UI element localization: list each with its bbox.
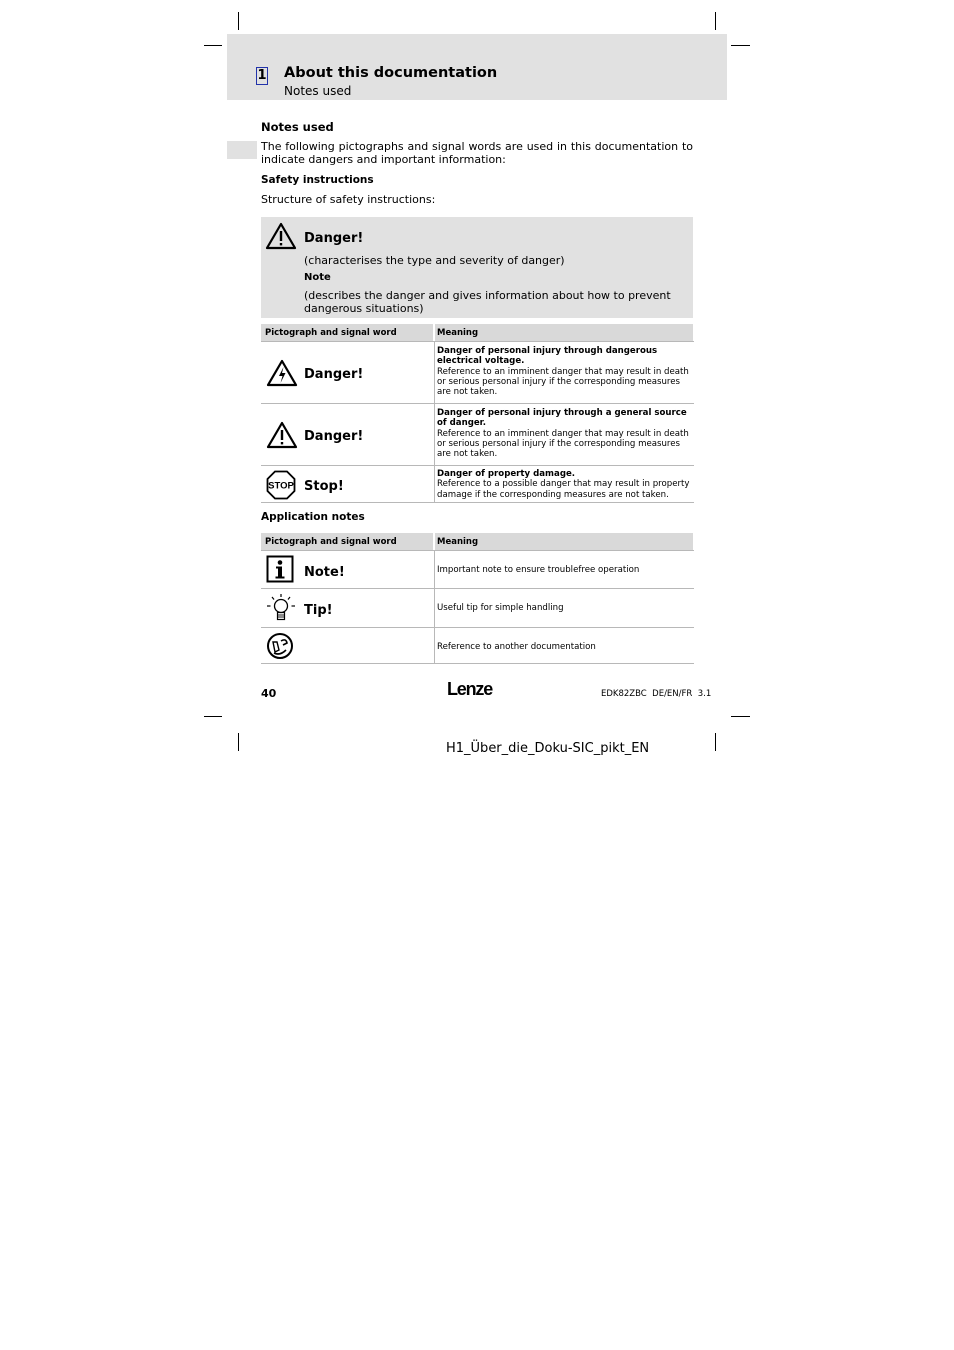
signal-word: Stop! [304,479,344,494]
chapter-subtitle: Notes used [284,84,352,98]
table-divider [261,588,694,589]
meaning-text: Reference to an imminent danger that may result in death or serious personal injury if the corresponding measures are not taken. [437,366,689,398]
lightbulb-icon [266,593,296,623]
table-divider [261,663,694,664]
meaning-text: Reference to a possible danger that may result in property damage if the corresponding measures are not taken. [437,479,690,500]
document-code: EDK82ZBC DE/EN/FR 3.1 [601,689,712,699]
meaning-title: Danger of property damage. [437,469,576,479]
meaning-cell [437,408,693,459]
file-label: H1_Über_die_Doku-SIC_pikt_EN [446,741,650,756]
table-header-meaning: Meaning [437,328,479,338]
table-header-meaning: Meaning [437,537,479,547]
crop-mark [731,716,750,717]
electrical-danger-icon [266,359,298,387]
signal-word: Danger! [304,367,364,382]
table-divider [261,550,694,551]
safety-title: Safety instructions [261,174,374,186]
side-tab-marker [227,141,257,159]
table-divider [434,341,435,503]
crop-mark [238,733,239,751]
table-divider [261,403,694,404]
reference-book-icon [266,632,294,660]
safety-structure-label: Structure of safety instructions: [261,193,436,206]
warning-triangle-icon [265,222,297,250]
lenze-logo: Lenze [447,679,493,699]
table-header-pictograph: Pictograph and signal word [265,328,397,338]
meaning-cell: Important note to ensure troublefree operation [437,565,640,575]
svg-text:STOP: STOP [268,480,294,492]
crop-mark [204,716,222,717]
crop-mark [715,12,716,30]
table-divider [261,502,694,503]
general-danger-icon [266,421,298,449]
crop-mark [715,733,716,751]
meaning-cell: Useful tip for simple handling [437,603,564,613]
danger-box-note-label: Note [304,272,331,283]
crop-mark [204,45,222,46]
info-icon [266,555,294,583]
crop-mark [731,45,750,46]
signal-word: Danger! [304,429,364,444]
meaning-text: Reference to an imminent danger that may result in death or serious personal injury if the corresponding measures are not taken. [437,428,689,460]
table-divider [261,465,694,466]
table-divider [261,341,694,342]
meaning-title: Danger of personal injury through dangerous electrical voltage. [437,346,658,367]
section-title: Notes used [261,120,334,134]
meaning-cell [437,346,693,397]
danger-box-signal: Danger! [304,231,364,246]
table-header-pictograph: Pictograph and signal word [265,537,397,547]
table-divider [261,627,694,628]
signal-word: Note! [304,565,345,580]
signal-word: Tip! [304,603,333,618]
application-title: Application notes [261,511,365,523]
meaning-title: Danger of personal injury through a general source of danger. [437,408,687,429]
crop-mark [238,12,239,30]
danger-box-type-text: (characterises the type and severity of danger) [304,254,565,267]
stop-icon [266,470,296,500]
meaning-cell [437,469,693,500]
chapter-number[interactable]: 1 [257,68,267,83]
section-intro: The following pictographs and signal words are used in this documentation to indicate dangers and important information: [261,140,693,166]
danger-box-description: (describes the danger and gives information about how to prevent dangerous situations) [304,289,671,315]
table-divider [434,550,435,664]
page-number: 40 [261,687,277,700]
chapter-title: About this documentation [284,65,498,81]
meaning-cell: Reference to another documentation [437,642,596,652]
